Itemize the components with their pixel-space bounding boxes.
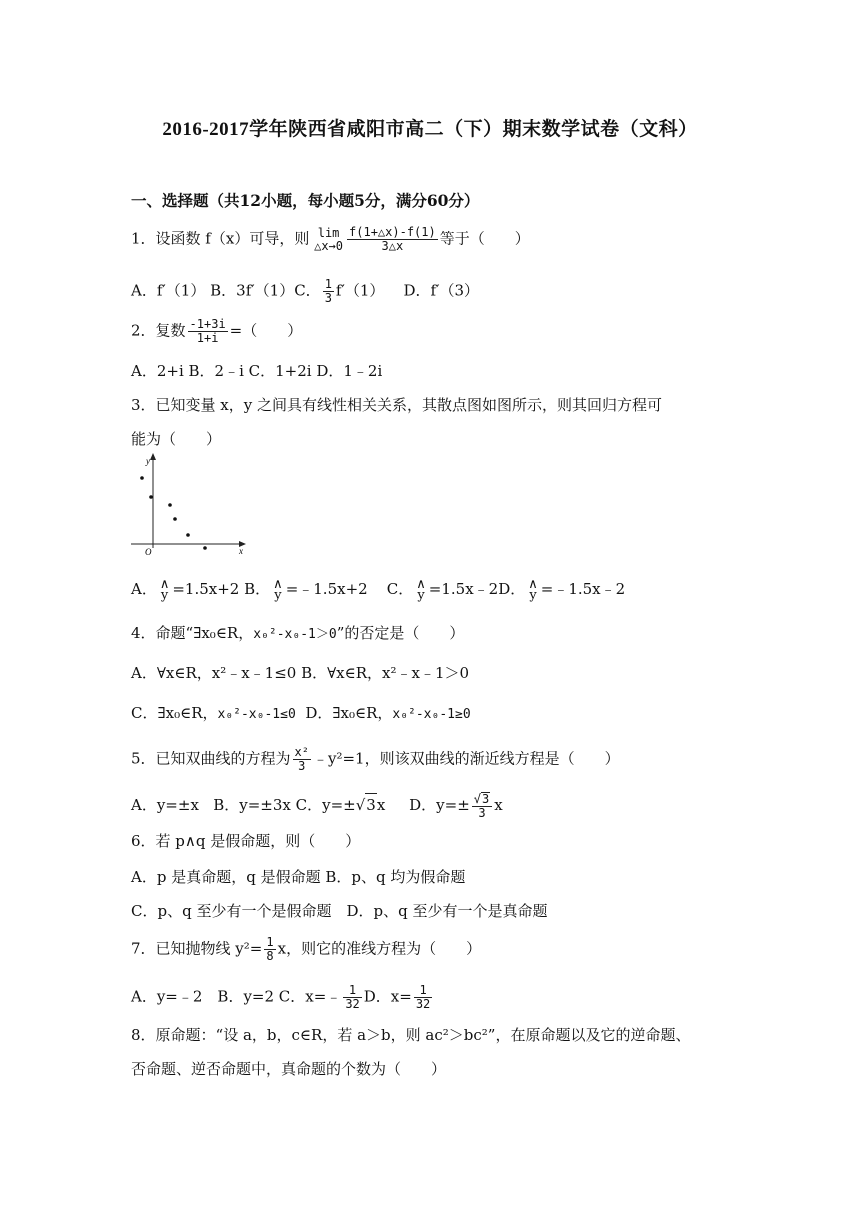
q5-text-a: 5．已知双曲线的方程为 — [131, 749, 291, 768]
question-7-stem — [131, 936, 481, 963]
q2-text-b: =（ ） — [229, 321, 303, 340]
scatter-point — [149, 495, 153, 499]
y-axis-arrow — [150, 453, 156, 460]
question-1-stem — [131, 226, 530, 253]
y-symbol: y — [417, 588, 425, 603]
q5-frac-den: 3 — [298, 759, 306, 773]
q3-option-d-yhat — [528, 579, 538, 601]
q7-text-a: 7．已知抛物线 y²= — [131, 939, 263, 958]
q1-lim-top: lim — [317, 225, 340, 240]
q1-c-num: 1 — [324, 277, 332, 291]
q5-option-d-label: D．y=± — [409, 796, 470, 814]
q2-frac-num: -1+3i — [189, 317, 226, 331]
origin-label: O — [145, 547, 152, 557]
q3-option-d-label: D． — [498, 580, 526, 598]
question-3-options — [131, 578, 625, 601]
q7-d-num: 1 — [414, 984, 432, 998]
q1-limit — [314, 227, 343, 253]
q1-lim-bottom: △x→0 — [314, 238, 344, 253]
q7-fraction — [264, 936, 275, 963]
q5-d-den: 3 — [478, 806, 486, 820]
q5-text-b: ﹣y²=1，则该双曲线的渐近线方程是（ ） — [313, 749, 620, 768]
q7-c-den: 32 — [345, 997, 360, 1011]
q7-c-num: 1 — [343, 984, 361, 998]
sqrt-symbol: √ — [355, 796, 366, 814]
q3-option-b-yhat — [273, 579, 283, 601]
q5-option-c-tail: x — [376, 796, 386, 814]
q5-option-c-root: 3 — [365, 793, 377, 816]
q1-frac-den: 3△x — [381, 239, 404, 253]
hat-symbol: ∧ — [273, 577, 283, 592]
question-8-line2: 否命题、逆否命题中，真命题的个数为（ ） — [131, 1060, 447, 1078]
q4-text-b: ”的否定是（ ） — [336, 624, 465, 642]
q1-text-a: 1．设函数 f（x）可导，则 — [131, 229, 310, 248]
q3-option-a-rest: =1.5x+2 — [172, 580, 240, 598]
question-4-stem — [131, 622, 464, 646]
q3-option-d-rest: =﹣1.5x﹣2 — [540, 580, 626, 598]
q7-d-den: 32 — [415, 997, 431, 1011]
question-3-line1: 3．已知变量 x，y 之间具有线性相关关系，其散点图如图所示，则其回归方程可 — [131, 396, 663, 414]
question-4-options-cd — [131, 702, 471, 726]
q5-fraction — [293, 746, 311, 773]
y-axis-label: y — [146, 456, 150, 466]
question-5-stem — [131, 746, 620, 773]
q3-option-c-label: C． — [386, 580, 414, 598]
q1-option-d: D．f′（3） — [403, 281, 480, 300]
hat-symbol: ∧ — [416, 577, 426, 592]
scatter-point — [203, 546, 207, 550]
q1-option-c-label: C． — [294, 281, 321, 300]
q2-text-a: 2．复数 — [131, 321, 186, 340]
q7-text-b: x，则它的准线方程为（ ） — [277, 939, 482, 958]
question-6-options-cd: C．p、q 至少有一个是假命题 D．p、q 至少有一个是真命题 — [131, 902, 548, 920]
y-symbol: y — [160, 588, 169, 603]
scatter-point — [140, 476, 144, 480]
q7-frac-num: 1 — [266, 935, 274, 949]
q1-frac-num: f(1+△x)-f(1) — [349, 225, 436, 239]
hat-symbol: ∧ — [528, 577, 538, 592]
question-2-stem — [131, 318, 302, 345]
question-6-options-ab: A．p 是真命题，q 是假命题 B．p、q 均为假命题 — [131, 868, 466, 886]
question-1-options — [131, 278, 479, 305]
q1-c-den: 3 — [324, 291, 332, 305]
q3-option-b-label: B． — [244, 580, 271, 598]
q7-option-d-fraction — [414, 984, 432, 1011]
q4-option-c-expr: x₀²-x₀-1≤0 — [217, 707, 296, 722]
q5-option-d-tail: x — [494, 796, 503, 814]
q1-option-c-fraction — [323, 278, 334, 305]
question-3-line2: 能为（ ） — [131, 430, 222, 448]
scatter-plot — [129, 452, 249, 558]
q2-frac-den: 1+i — [196, 331, 219, 345]
q1-option-c-tail: f′（1） — [335, 281, 385, 300]
q1-option-b: B．3f′（1） — [210, 281, 295, 300]
q3-option-b-rest: =﹣1.5x+2 — [285, 580, 368, 598]
section-heading: 一、选择题（共12小题，每小题5分，满分60分） — [131, 191, 480, 210]
q5-option-b: B．y=±3x — [213, 796, 291, 814]
q5-frac-num: x² — [294, 745, 309, 759]
scatter-point — [173, 517, 177, 521]
scatter-point — [186, 533, 190, 537]
q5-d-root: 3 — [482, 792, 490, 806]
y-symbol: y — [274, 588, 282, 603]
scatter-point — [168, 503, 172, 507]
q2-fraction — [188, 318, 228, 345]
q1-option-a: A．f′（1） — [131, 281, 206, 300]
question-2-options: A．2+i B．2﹣i C．1+2i D．1﹣2i — [131, 362, 383, 380]
q3-option-c-rest: =1.5x﹣2 — [428, 580, 499, 598]
y-symbol: y — [529, 588, 537, 603]
q5-option-d-fraction — [472, 792, 492, 820]
q4-text-a: 4．命题“∃x₀∈R， — [131, 624, 254, 642]
question-4-options-ab: A．∀x∈R，x²﹣x﹣1≤0 B．∀x∈R，x²﹣x﹣1＞0 — [131, 664, 470, 682]
q3-option-a-label: A． — [131, 580, 157, 598]
sqrt-symbol: √ — [473, 792, 482, 806]
q5-option-a: A．y=±x — [131, 796, 199, 814]
hat-symbol: ∧ — [159, 577, 170, 592]
question-8-line1: 8．原命题：“设 a，b，c∈R，若 a＞b，则 ac²＞bc²”，在原命题以及它的逆命题、 — [131, 1026, 691, 1044]
q3-option-a-yhat — [160, 579, 170, 601]
q5-d-num — [472, 792, 492, 807]
x-axis-label: x — [239, 546, 243, 556]
q4-expression: x₀²-x₀-1＞0 — [253, 627, 337, 642]
question-5-options — [131, 792, 503, 820]
question-6-stem: 6．若 p∧q 是假命题，则（ ） — [131, 832, 361, 850]
exam-title: 2016-2017学年陕西省咸阳市高二（下）期末数学试卷（文科） — [162, 119, 698, 140]
q3-option-c-yhat — [416, 579, 426, 601]
q1-text-b: 等于（ ） — [439, 229, 530, 248]
q4-option-c-label: C．∃x₀∈R， — [131, 704, 218, 722]
q4-option-d-expr: x₀²-x₀-1≥0 — [392, 707, 471, 722]
q5-option-c-label: C．y=± — [295, 796, 356, 814]
q7-frac-den: 8 — [266, 949, 274, 963]
question-7-options — [131, 984, 434, 1011]
q4-option-d-label: D．∃x₀∈R， — [305, 704, 393, 722]
q1-fraction — [347, 226, 438, 253]
q7-option-d-label: D．x= — [363, 987, 412, 1006]
q7-option-c-fraction — [343, 984, 361, 1011]
q7-options-abc: A．y=﹣2 B．y=2 C．x=﹣ — [131, 987, 342, 1006]
